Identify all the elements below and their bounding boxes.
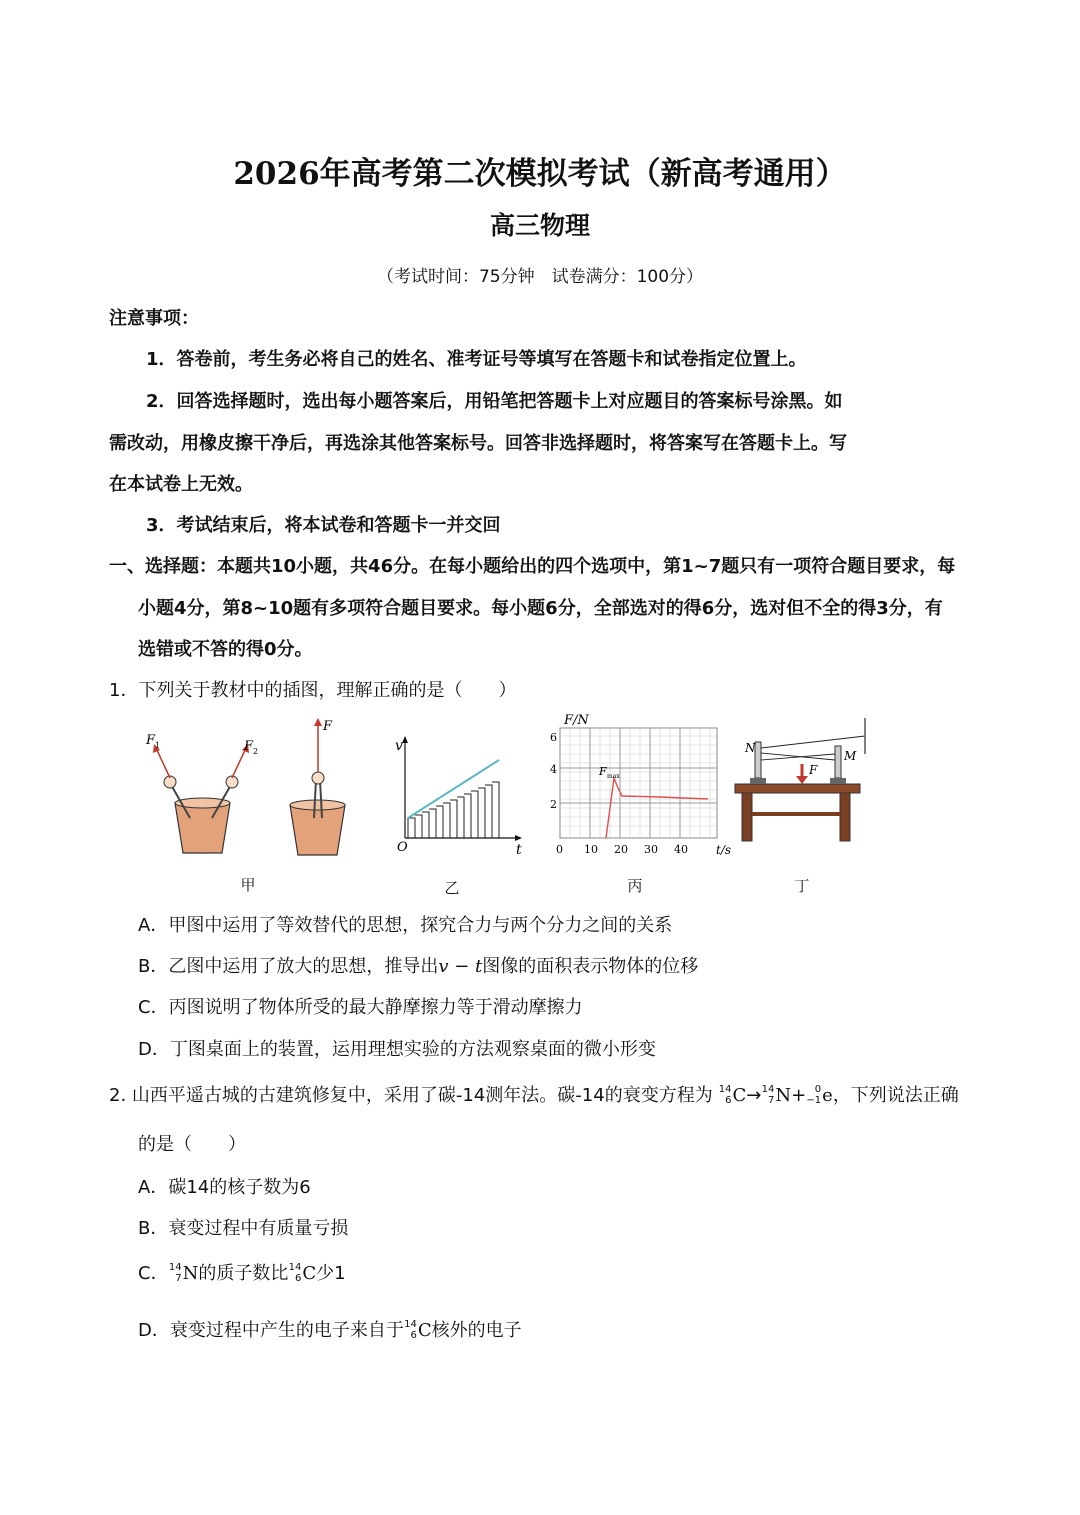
xtick-0: 0 <box>556 843 563 856</box>
q1-option-b-vt: v − t <box>438 956 483 977</box>
xtick-10: 10 <box>584 843 598 856</box>
q2-stem-line-2: 的是（ ） <box>138 1134 246 1155</box>
figure-bing-ft-graph <box>550 713 731 857</box>
subject-title: 高三物理 <box>489 211 590 240</box>
n-symbol: N <box>775 1085 792 1106</box>
exam-info: （考试时间：75分钟 试卷满分：100分） <box>376 267 704 287</box>
f1-label: F <box>146 733 156 748</box>
plus: + <box>791 1085 807 1106</box>
xtick-20: 20 <box>614 843 628 856</box>
q1-option-b <box>138 952 698 978</box>
c-option-c14-nuclide: 14 6 <box>288 1262 302 1284</box>
q1-option-b-text-end: 图像的面积表示物体的位移 <box>482 956 699 977</box>
f1-sub: 1 <box>155 741 161 750</box>
q2-option-c: C． 14 7 N的质子数比 14 6 C少1 <box>138 1262 346 1284</box>
origin-label: O <box>397 840 408 855</box>
xtick-40: 40 <box>674 843 688 856</box>
q2-stem-text: 2. 山西平遥古城的古建筑修复中，采用了碳-14测年法。碳-14的衰变方程为 <box>109 1085 713 1106</box>
ytick-2: 2 <box>550 798 557 811</box>
xtick-30: 30 <box>644 843 658 856</box>
section-1-line-3: 选错或不答的得0分。 <box>138 639 313 660</box>
m-mirror-label: M <box>844 749 857 763</box>
q2-option-d: D．衰变过程中产生的电子来自于 14 6 C核外的电子 <box>138 1319 522 1341</box>
f2-label: F <box>244 739 254 754</box>
notice-item-3: 3．考试结束后，将本试卷和答题卡一并交回 <box>146 515 501 536</box>
notice-item-2-line-1: 2．回答选择题时，选出每小题答案后，用铅笔把答题卡上对应题目的答案标号涂黑。如 <box>146 391 843 412</box>
f2-sub: 2 <box>253 747 259 756</box>
time-axis-label: t/s <box>716 843 732 857</box>
q1-option-b-text: B．乙图中运用了放大的思想，推导出 <box>138 956 439 977</box>
section-1-line-1: 一、选择题：本题共10小题，共46分。在每小题给出的四个选项中，第1~7题只有一项符合题目要求，每 <box>109 556 956 577</box>
fmax-label: F <box>599 765 607 778</box>
figure-jia-bucket-two-forces <box>145 733 258 853</box>
c-option-n14-nuclide: 14 7 <box>168 1262 182 1284</box>
notice-heading: 注意事项： <box>109 308 199 329</box>
n14-nuclide: 14 7 <box>761 1084 775 1106</box>
exam-title: 2026年高考第二次模拟考试（新高考通用） <box>233 156 847 192</box>
figure-jia-bucket-single-force <box>290 718 345 855</box>
fmax-sub: max <box>607 773 620 780</box>
q2-stem-end: ，下列说法正确 <box>832 1085 959 1106</box>
q1-option-c: C．丙图说明了物体所受的最大静摩擦力等于滑动摩擦力 <box>138 997 583 1018</box>
ytick-4: 4 <box>550 763 557 776</box>
arrow: → <box>746 1085 762 1106</box>
notice-item-2-line-2: 需改动，用橡皮擦干净后，再选涂其他答案标号。回答非选择题时，将答案写在答题卡上。写 <box>109 433 847 454</box>
q1-stem: 1．下列关于教材中的插图，理解正确的是（ ） <box>109 680 517 701</box>
notice-item-1: 1．答卷前，考生务必将自己的姓名、准考证号等填写在答题卡和试卷指定位置上。 <box>146 349 807 370</box>
figure-label-bing: 丙 <box>627 877 643 895</box>
notice-item-2-line-3: 在本试卷上无效。 <box>109 474 253 495</box>
figure-yi-vt-graph <box>395 736 522 858</box>
e-symbol: e <box>822 1085 833 1106</box>
f-label: F <box>323 719 333 734</box>
figure-label-yi: 乙 <box>444 879 460 897</box>
ytick-6: 6 <box>550 731 557 744</box>
q1-figures <box>130 708 870 868</box>
q2-option-b: B．衰变过程中有质量亏损 <box>138 1218 349 1239</box>
electron-nuclide: 0 −1 <box>806 1084 822 1106</box>
force-axis-label: F/N <box>564 713 589 728</box>
d-option-c14-nuclide: 14 6 <box>404 1319 417 1341</box>
q2-stem <box>109 1081 959 1107</box>
q1-option-a: A．甲图中运用了等效替代的思想，探究合力与两个分力之间的关系 <box>138 915 673 936</box>
figure-label-jia: 甲 <box>240 876 256 894</box>
c-symbol: C <box>732 1085 747 1106</box>
t-axis-label: t <box>516 842 522 858</box>
figure-ding-table-mirrors <box>735 718 865 841</box>
press-force-label: F <box>809 763 818 777</box>
q1-option-d: D．丁图桌面上的装置，运用理想实验的方法观察桌面的微小形变 <box>138 1039 656 1060</box>
section-1-line-2: 小题4分，第8~10题有多项符合题目要求。每小题6分，全部选对的得6分，选对但不全的得3分，有 <box>138 598 943 619</box>
n-mirror-label: N <box>745 741 756 755</box>
c14-nuclide: 14 6 <box>718 1084 732 1106</box>
v-axis-label: v <box>395 738 403 754</box>
q2-option-a: A．碳14的核子数为6 <box>138 1177 311 1198</box>
figure-label-ding: 丁 <box>794 877 810 895</box>
